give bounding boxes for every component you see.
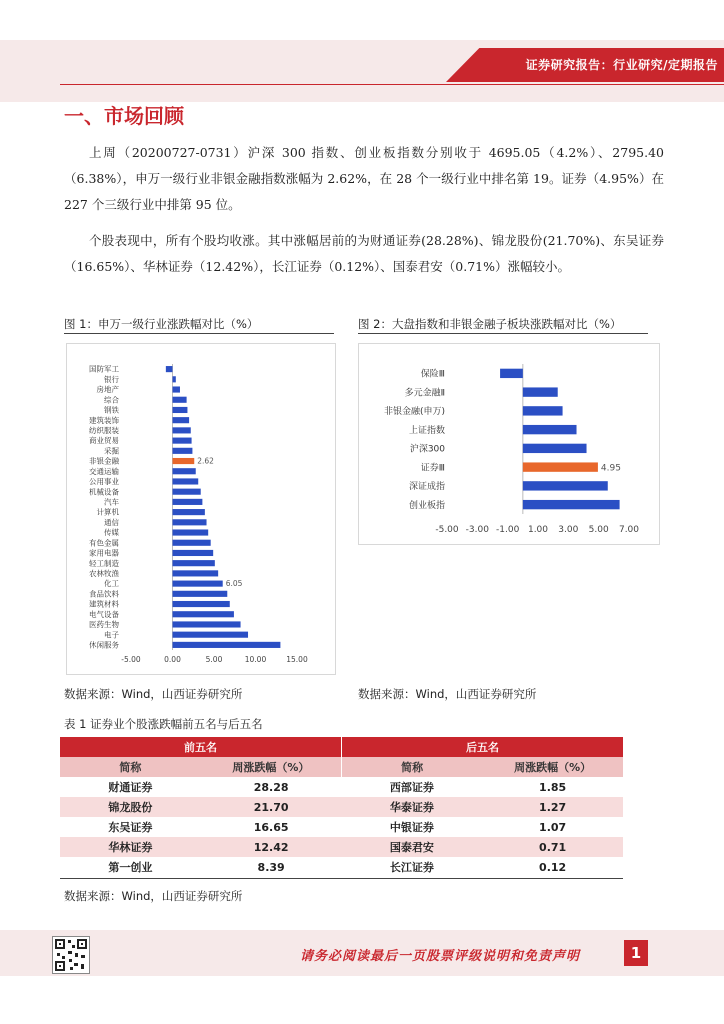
category-label: 交通运输 — [89, 466, 119, 476]
bar-建筑材料 — [173, 601, 230, 607]
bar-钢铁 — [173, 407, 188, 413]
category-label: 轻工制造 — [89, 558, 119, 568]
header-rule — [60, 84, 724, 85]
category-label: 化工 — [104, 579, 119, 589]
category-label: 非银金融(申万) — [383, 407, 445, 418]
group-header-top5: 前五名 — [60, 737, 342, 757]
bar-家用电器 — [173, 550, 214, 556]
bar-多元金融Ⅱ — [523, 387, 558, 396]
category-label: 建筑材料 — [89, 599, 119, 609]
category-label: 建筑装饰 — [89, 415, 119, 425]
category-label: 综合 — [104, 395, 119, 405]
bar-公用事业 — [173, 478, 199, 484]
category-label: 传媒 — [104, 528, 119, 538]
top-stock-name: 财通证券 — [60, 777, 201, 797]
category-label: 公用事业 — [89, 477, 119, 487]
category-label: 银行 — [104, 374, 119, 384]
top-stock-change: 12.42 — [201, 837, 342, 857]
bottom-stock-change: 1.85 — [482, 777, 623, 797]
bottom-stock-change: 0.12 — [482, 857, 623, 877]
bar-国防军工 — [166, 366, 173, 372]
category-label: 计算机 — [96, 507, 119, 517]
table-row — [60, 777, 623, 797]
bottom-stock-change: 0.71 — [482, 837, 623, 857]
bar-交通运输 — [173, 468, 196, 474]
bar-轻工制造 — [173, 560, 215, 566]
top-stock-change: 21.70 — [201, 797, 342, 817]
bottom-stock-name: 西部证券 — [342, 777, 483, 797]
qr-code-icon — [52, 936, 90, 974]
category-label: 多元金融Ⅱ — [404, 388, 445, 399]
bar-传媒 — [173, 529, 209, 535]
bar-深证成指 — [523, 481, 608, 490]
top-stock-name: 锦龙股份 — [60, 797, 201, 817]
top-stock-change: 28.28 — [201, 777, 342, 797]
chart1-frame — [66, 343, 336, 675]
figure2-caption-rule — [358, 333, 648, 334]
bar-采掘 — [173, 448, 193, 454]
tick-label: 15.00 — [286, 655, 308, 664]
securities-top-bottom-table — [60, 737, 623, 877]
bar-机械设备 — [173, 489, 201, 495]
category-label: 保险Ⅲ — [420, 369, 445, 380]
data-label: 6.05 — [225, 579, 243, 589]
category-label: 休闲服务 — [89, 640, 119, 650]
bar-证券Ⅲ — [523, 462, 598, 471]
bar-有色金属 — [173, 540, 211, 546]
table-row — [60, 817, 623, 837]
section-title: 一、市场回顾 — [64, 104, 184, 128]
bottom-stock-name: 中银证券 — [342, 817, 483, 837]
top-stock-name: 第一创业 — [60, 857, 201, 877]
tick-label: 7.00 — [618, 525, 640, 535]
category-label: 通信 — [104, 517, 119, 527]
category-label: 证券Ⅲ — [420, 463, 445, 474]
tick-label: 10.00 — [244, 655, 267, 664]
table-caption: 表 1 证券业个股涨跌幅前五名与后五名 — [64, 717, 263, 731]
column-header-change: 周涨跌幅（%） — [201, 757, 342, 777]
tick-label: 0.00 — [164, 655, 181, 664]
category-label: 非银金融 — [89, 456, 119, 466]
category-label: 农林牧渔 — [89, 569, 119, 579]
top-stock-change: 16.65 — [201, 817, 342, 837]
bar-农林牧渔 — [173, 570, 219, 576]
bar-医药生物 — [173, 621, 241, 627]
bottom-stock-change: 1.07 — [482, 817, 623, 837]
table-row — [60, 797, 623, 817]
tick-label: -5.00 — [121, 655, 141, 664]
figure1-caption: 图 1：申万一级行业涨跌幅对比（%） — [64, 317, 259, 331]
category-label: 上证指数 — [408, 425, 445, 436]
bar-沪深300 — [523, 444, 587, 453]
tick-label: 5.00 — [205, 655, 223, 664]
page-number: 1 — [624, 940, 648, 966]
bar-保险Ⅲ — [500, 369, 523, 378]
bar-非银金融(申万) — [523, 406, 563, 415]
header-title: 证券研究报告：行业研究/定期报告 — [525, 58, 718, 72]
category-label: 沪深300 — [409, 444, 445, 455]
bar-非银金融 — [173, 458, 195, 464]
category-label: 电子 — [104, 630, 119, 640]
bar-综合 — [173, 397, 187, 403]
bar-通信 — [173, 519, 207, 525]
bar-食品饮料 — [173, 591, 228, 597]
bar-创业板指 — [523, 500, 620, 509]
top-stock-name: 华林证券 — [60, 837, 201, 857]
bottom-stock-name: 长江证券 — [342, 857, 483, 877]
figure2-source: 数据来源：Wind，山西证券研究所 — [358, 687, 537, 701]
bar-电气设备 — [173, 611, 234, 617]
bar-商业贸易 — [173, 438, 192, 444]
table-row — [60, 837, 623, 857]
category-label: 商业贸易 — [89, 436, 119, 446]
bottom-stock-change: 1.27 — [482, 797, 623, 817]
category-label: 食品饮料 — [89, 589, 119, 599]
tick-label: 5.00 — [588, 525, 609, 535]
table-source: 数据来源：Wind，山西证券研究所 — [64, 889, 243, 903]
table-bottom-rule — [60, 878, 623, 879]
bar-银行 — [173, 376, 176, 382]
figure1-source: 数据来源：Wind，山西证券研究所 — [64, 687, 243, 701]
bar-计算机 — [173, 509, 205, 515]
category-label: 电气设备 — [89, 609, 119, 619]
figure2-caption: 图 2：大盘指数和非银金融子板块涨跌幅对比（%） — [358, 317, 622, 331]
category-label: 创业板指 — [408, 500, 445, 511]
column-header-change: 周涨跌幅（%） — [482, 757, 623, 777]
bar-汽车 — [173, 499, 203, 505]
category-label: 采掘 — [104, 446, 119, 456]
group-header-bottom5: 后五名 — [342, 737, 624, 757]
category-label: 家用电器 — [89, 548, 119, 558]
category-label: 钢铁 — [104, 405, 119, 415]
bottom-stock-name: 国泰君安 — [342, 837, 483, 857]
figure1-caption-rule — [64, 333, 334, 334]
category-label: 房地产 — [96, 385, 119, 395]
column-header-name: 简称 — [342, 757, 483, 777]
category-label: 机械设备 — [89, 487, 119, 497]
bar-纺织服装 — [173, 427, 191, 433]
top-stock-name: 东吴证券 — [60, 817, 201, 837]
paragraph-stock-performance: 个股表现中，所有个股均收涨。其中涨幅居前的为财通证券(28.28%)、锦龙股份(21.70%)、东吴证券（16.65%）、华林证券（12.42%），长江证券（0.12%）、国泰君安（0.71%）涨幅较小。 — [64, 233, 664, 274]
chart1-industry-changes — [67, 344, 335, 674]
bar-化工 — [173, 581, 223, 587]
footer-disclaimer-notice: 请务必阅读最后一页股票评级说明和免责声明 — [300, 949, 581, 964]
tick-label: -3.00 — [465, 525, 489, 535]
bar-房地产 — [173, 386, 180, 392]
bar-电子 — [173, 632, 249, 638]
column-header-name: 简称 — [60, 757, 201, 777]
top-stock-change: 8.39 — [201, 857, 342, 877]
category-label: 汽车 — [104, 497, 119, 507]
bar-上证指数 — [523, 425, 577, 434]
category-label: 纺织服装 — [89, 426, 119, 436]
bar-休闲服务 — [173, 642, 281, 648]
tick-label: -5.00 — [435, 525, 459, 535]
bar-建筑装饰 — [173, 417, 190, 423]
chart2-frame — [358, 343, 660, 545]
category-label: 医药生物 — [89, 620, 119, 630]
tick-label: 1.00 — [527, 525, 549, 535]
category-label: 深证成指 — [408, 482, 445, 493]
category-label: 国防军工 — [89, 364, 119, 374]
chart2-index-changes — [359, 344, 659, 544]
tick-label: -1.00 — [496, 525, 520, 535]
bottom-stock-name: 华泰证券 — [342, 797, 483, 817]
data-label: 4.95 — [600, 463, 621, 474]
paragraph-market-overview: 上周（20200727-0731）沪深 300 指数、创业板指数分别收于 4695.05（4.2%）、2795.40（6.38%），申万一级行业非银金融指数涨幅为 2.62%，在 28 个一级行业中排名第 19。证券（4.95%）在 227 个三级行业中排第 95 位。 — [64, 145, 664, 212]
category-label: 有色金属 — [89, 538, 119, 548]
tick-label: 3.00 — [558, 525, 579, 535]
data-label: 2.62 — [197, 456, 214, 466]
table-row — [60, 857, 623, 877]
